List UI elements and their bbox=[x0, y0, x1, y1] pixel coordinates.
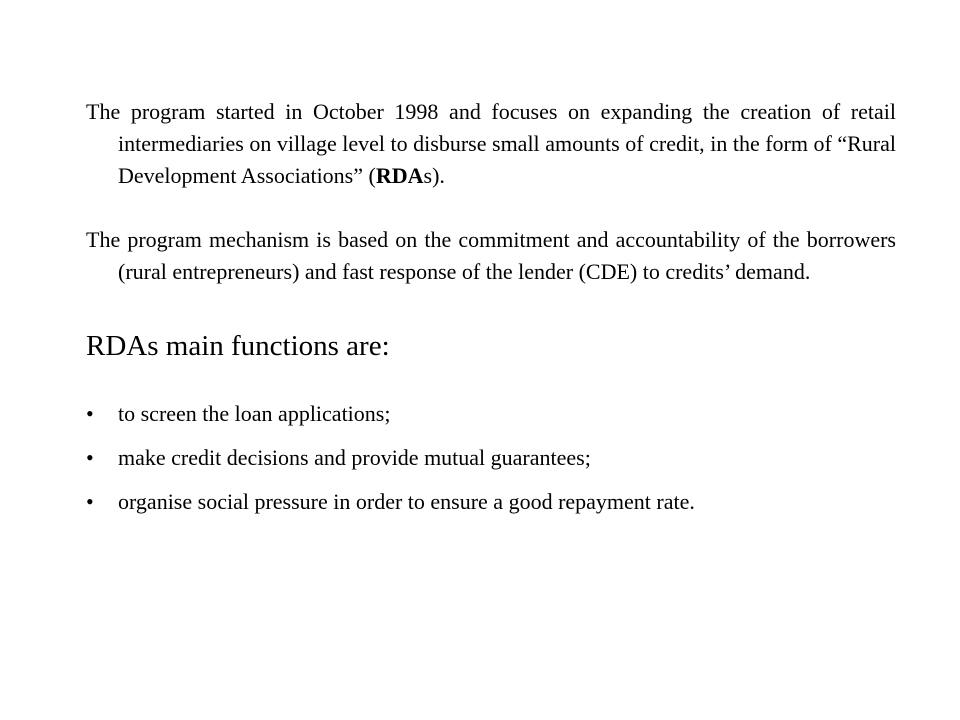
list-item bbox=[86, 444, 896, 472]
list-item-text: to screen the loan applications; bbox=[118, 401, 391, 426]
functions-list bbox=[86, 400, 896, 516]
list-item bbox=[86, 488, 896, 516]
bullet-icon: • bbox=[86, 401, 94, 426]
list-item-text: make credit decisions and provide mutual guarantees; bbox=[118, 445, 591, 470]
intro-text-start: The program started in October 1998 and focuses on expanding the creation of retail intermediaries on village level to disburse small amounts of credit, in the form of “Rural Development Associations” ( bbox=[86, 99, 896, 188]
intro-paragraph bbox=[86, 96, 896, 192]
bullet-icon: • bbox=[86, 489, 94, 514]
intro-text-end: s). bbox=[423, 163, 445, 188]
list-item bbox=[86, 400, 896, 428]
slide-content bbox=[86, 96, 896, 532]
mechanism-paragraph: The program mechanism is based on the commitment and accountability of the borrowers (rural entrepreneurs) and fast response of the lender (CDE) to credits’ demand. bbox=[86, 227, 896, 284]
functions-heading: RDAs main functions are: bbox=[86, 330, 390, 362]
intro-text-bold: RDA bbox=[375, 163, 424, 188]
list-item-text: organise social pressure in order to ensure a good repayment rate. bbox=[118, 489, 695, 514]
bullet-icon: • bbox=[86, 445, 94, 470]
